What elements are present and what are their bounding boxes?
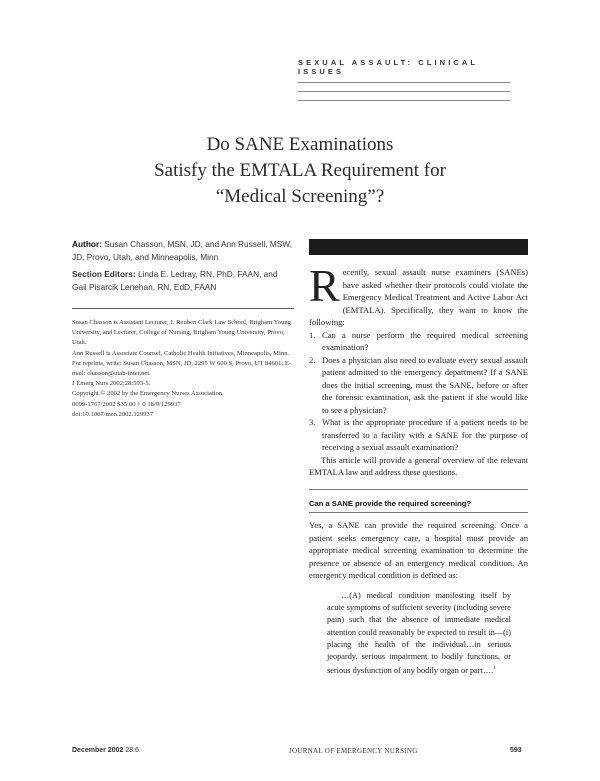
title-line: Do SANE Examinations <box>206 134 394 155</box>
drop-cap: R <box>309 260 340 311</box>
footer-journal: JOURNAL OF EMERGENCY NURSING <box>289 747 418 755</box>
editors-label: Section Editors: <box>72 269 136 279</box>
intro-paragraph: ecently, sexual assault nurse examiners (SANEs) have asked whether their protocols could violate the Emergency Medical Treatment and Active Labor Act (EMTALA). Specifically, they want to know the following: <box>309 267 528 327</box>
question-list <box>309 329 528 454</box>
subhead-rule <box>309 512 528 513</box>
doi: doi:10.1067/men.2002.129937 <box>72 410 154 418</box>
block-quote <box>327 590 511 677</box>
byline <box>72 238 294 294</box>
editor-names: Linda E. Ledray, RN, PhD, FAAN, and Gail Pisarcik Lenehan, RN, EdD, FAAN <box>72 269 278 292</box>
title-line: Satisfy the EMTALA Requirement for <box>154 160 446 181</box>
subheading: Can a SANE provide the required screening? <box>309 499 472 508</box>
list-number: 2. <box>309 354 316 365</box>
affiliation-line: Susan Chasson is Assistant Lecturer, J. Reuben Clark Law School, Brigham Young University, and Lecturer, College of Nursing, Brigham Young University, Provo, Utah. <box>72 319 291 347</box>
footer-volume: 28:6 <box>125 747 139 754</box>
intro-section <box>309 260 528 479</box>
closing-paragraph: This article will provide a general overview of the relevant EMTALA law and address these questions. <box>309 454 528 477</box>
list-number: 3. <box>309 417 316 427</box>
citation: J Emerg Nurs 2002;28:593-5. <box>72 380 151 388</box>
footer-date: December 2002 <box>72 747 124 754</box>
byline-divider <box>72 308 294 309</box>
footer-issue <box>72 747 139 754</box>
affiliation-line: Ann Russell is Associate Counsel, Catholic Health Initiatives, Minneapolis, Minn. <box>72 349 290 357</box>
section-editors <box>72 268 294 294</box>
author-names: Susan Chasson, MSN, JD, and Ann Russell, MSW, JD, Provo, Utah, and Minneapolis, Minn <box>72 239 292 262</box>
subhead-rule <box>309 489 528 490</box>
column-header-bar <box>309 239 528 255</box>
list-item <box>309 416 528 454</box>
reprint-address: For reprints, write: Susan Chasson, MSN, JD, 2295 W 600 S, Provo, UT 84601; E-mail: chasson@utah-inter.net. <box>72 359 292 378</box>
list-item <box>309 329 528 354</box>
affiliations <box>72 318 294 420</box>
answer-paragraph <box>309 519 528 582</box>
issn-line: 0099-1767/2002 $35.00 + 0 18/9/129937 <box>72 400 181 408</box>
list-item <box>309 354 528 417</box>
list-text: Can a nurse perform the required medical screening examination? <box>322 329 528 352</box>
authors <box>72 238 294 264</box>
page-number: 593 <box>510 747 522 754</box>
quote-text: …(A) medical condition manifesting itself by acute symptoms of sufficient severity (including severe pain) such that the absence of immediate medical attention could reasonably be expected to result in—(i) placing the health of the individual…in serious jeopardy, serious impairment to bodily functions, or serious dysfunction of any bodily organ or part…. <box>327 591 511 675</box>
article-title <box>60 132 540 210</box>
header-rule <box>298 100 510 101</box>
list-number: 1. <box>309 329 316 340</box>
list-text: What is the appropriate procedure if a patient needs to be transferred to a facility with a SANE for the purpose of receiving a sexual assault examination? <box>322 417 528 452</box>
author-label: Author: <box>72 239 102 249</box>
answer-text: Yes, a SANE can provide the required screening. Once a patient seeks emergency care, a hospital must provide an appropriate medical screening examination to determine the presence or absence of an emergency medical condition. An emergency medical condition is defined as: <box>309 520 528 580</box>
section-heading: SEXUAL ASSAULT: CLINICAL ISSUES <box>298 58 478 76</box>
title-line: “Medical Screening”? <box>215 186 385 207</box>
header-rule <box>298 91 510 92</box>
reference-marker: 1 <box>493 666 496 672</box>
list-text: Does a physician also need to evaluate every sexual assault patient admitted to the emergency department? If a SANE does the initial screening, must the SANE, before or after the forensic examination, ask the patient if she would like to see a physician? <box>322 354 528 415</box>
header-rule <box>298 82 510 83</box>
copyright: Copyright © 2002 by the Emergency Nurses Association. <box>72 390 224 398</box>
